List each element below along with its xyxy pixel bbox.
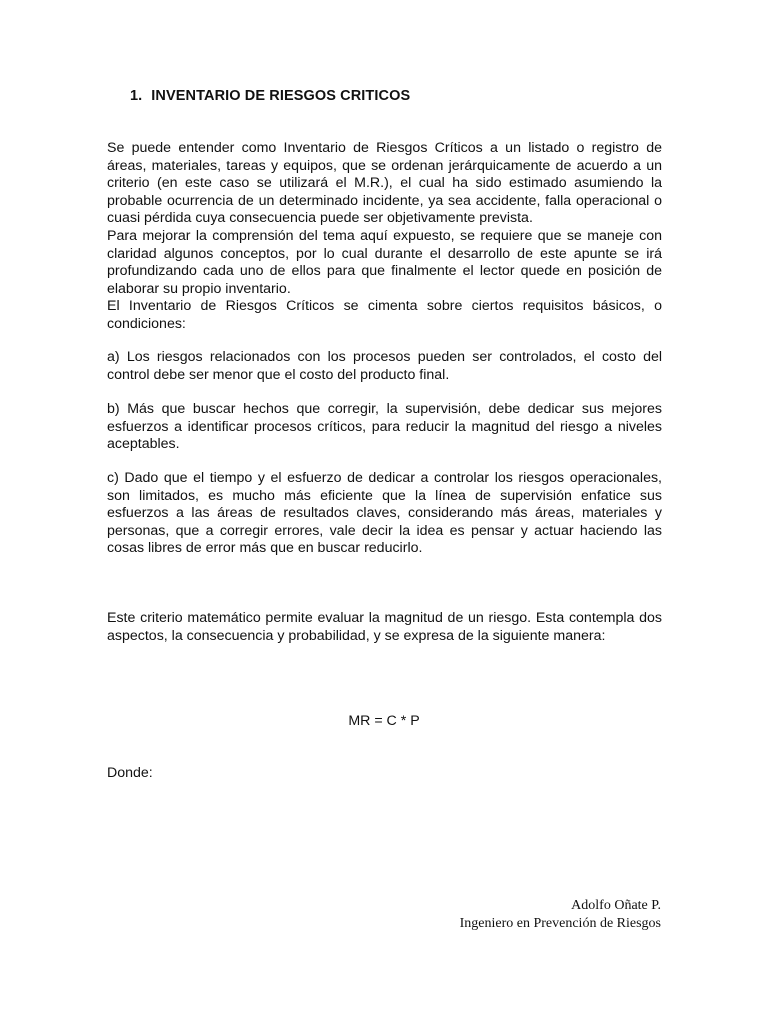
condition-a-text: a) Los riesgos relacionados con los procesos pueden ser controlados, el costo del control debe ser menor que el costo del producto final.: [107, 349, 662, 383]
condition-a: [107, 349, 662, 384]
criterio-text: Este criterio matemático permite evaluar la magnitud de un riesgo. Esta contempla dos aspectos, la consecuencia y probabilidad, y se expresa de la siguiente manera:: [107, 610, 662, 644]
criterio-paragraph: [107, 610, 662, 645]
formula: [0, 713, 768, 729]
section-number: 1.: [130, 88, 143, 104]
intro-block: [107, 140, 662, 334]
author-name: Adolfo Oñate P.: [571, 898, 661, 913]
condition-b-text: b) Más que buscar hechos que corregir, la supervisión, debe dedicar sus mejores esfuerzos a identificar procesos críticos, para reducir la magnitud del riesgo a niveles aceptables.: [107, 401, 662, 453]
intro-paragraph-definition: Se puede entender como Inventario de Riesgos Críticos a un listado o registro de áreas, materiales, tareas y equipos, que se ordenan jerárquicamente de acuerdo a un criterio (en este caso se utilizará el M.R.), el cual ha sido estimado asumiendo la probable ocurrencia de un determinado incidente, ya sea accidente, falla operacional o cuasi pérdida cuya consecuencia puede ser objetivamente prevista.: [107, 140, 662, 227]
condition-b: [107, 401, 662, 454]
intro-paragraph-requirements: El Inventario de Riesgos Críticos se cimenta sobre ciertos requisitos básicos, o condiciones:: [107, 298, 662, 332]
author-signature: [460, 897, 661, 933]
formula-text: MR = C * P: [348, 713, 420, 729]
intro-paragraph-concepts: Para mejorar la comprensión del tema aquí expuesto, se requiere que se maneje con claridad algunos conceptos, por lo cual durante el desarrollo de este apunte se irá profundizando cada uno de ellos para que finalmente el lector quede en posición de elaborar su propio inventario.: [107, 227, 662, 297]
donde-label: Donde:: [107, 765, 153, 781]
section-heading: [130, 88, 410, 104]
condition-c: [107, 470, 662, 558]
author-role: Ingeniero en Prevención de Riesgos: [459, 916, 661, 931]
condition-c-text: c) Dado que el tiempo y el esfuerzo de dedicar a controlar los riesgos operacionales, son limitados, es mucho más eficiente que la línea de supervisión enfatice sus esfuerzos a las áreas de resultados claves, considerando más áreas, materiales y personas, que a corregir errores, vale decir la idea es pensar y actuar haciendo las cosas libres de error más que en buscar reducirlo.: [107, 470, 662, 557]
section-title: INVENTARIO DE RIESGOS CRITICOS: [151, 88, 411, 104]
